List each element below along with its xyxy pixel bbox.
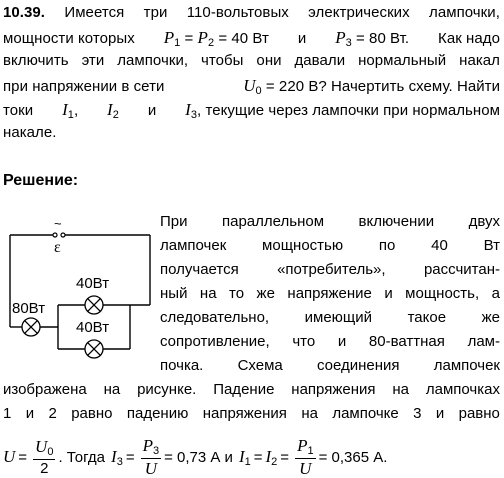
equals: = [253,448,263,466]
word: мощность, [405,285,480,302]
word: на [392,381,409,398]
word: чтобы [201,52,244,69]
sub: 1 [67,109,74,121]
word: Схема [237,357,283,374]
word: лампочки, [429,4,500,21]
current-i3 [185,100,500,121]
word: что [292,333,316,350]
word: включении [358,213,435,230]
word: 3 [413,405,422,422]
emf-label: ε [54,239,61,256]
result: = 0,73 А и [164,448,233,466]
sub: 1 [307,445,314,457]
var-i: I [238,446,245,466]
p3-eq [335,28,409,49]
problem-line-1 [3,4,500,21]
solution-heading: Решение: [3,172,79,189]
word: равно [71,405,113,422]
word: изображена [3,381,87,398]
word: получается [160,261,239,278]
denominator: 2 [40,460,49,477]
word: рисунке. [137,381,197,398]
problem-number: 10.39. [3,4,46,21]
formula-line [3,437,387,477]
p1-eq: $P_1 = P_2 = 40$ Вт [163,28,269,49]
word: имеющий [304,309,373,326]
word: и [435,405,445,422]
source-terminal-left [53,233,57,237]
problem-line-5 [3,100,500,121]
word: 110-вольтовых [186,4,289,21]
word: лам- [467,333,500,350]
var-i: I [62,100,68,119]
fraction-p1-over-u [295,437,316,477]
word: на [199,285,217,302]
text: . Тогда [58,448,106,466]
sub: 2 [271,455,278,468]
word: а [491,285,500,302]
word: нормальный [358,52,447,69]
word: они [256,52,282,69]
numerator [295,437,316,459]
problem-line-3 [3,52,500,69]
lamp-3-label: 80Вт [12,300,46,317]
var-u: U [243,76,256,95]
problem-line-2 [3,28,500,49]
i2-symbol [266,447,278,468]
word: то [229,285,245,302]
word: на [301,405,318,422]
word: 1 [3,405,12,422]
sub: 3 [190,109,198,121]
solution-line-5 [160,309,500,326]
text: Как надо [438,30,500,47]
word: и [25,405,35,422]
sub: 2 [112,109,119,121]
equals: = [125,448,135,466]
solution-line-8 [3,381,500,398]
word: Имеется [64,4,125,21]
text: мощности которых [3,30,135,47]
var-i: I [265,446,272,466]
word: же [256,285,275,302]
solution-line-7 [160,357,500,374]
sub: 1 [174,37,181,49]
current-i2 [107,100,119,121]
word: лампочке [332,405,399,422]
word: равно [458,405,500,422]
word: и [297,30,307,47]
word: лампочках [425,381,500,398]
u0-eq [243,76,500,97]
var-p: P [197,28,208,47]
var-u: U [35,437,48,456]
sub: 0 [47,446,54,458]
word: При [160,213,188,230]
var-p: P [142,436,153,455]
word: накал [459,52,500,69]
fraction-u0-over-2 [33,438,55,476]
word: 40 [431,237,448,254]
var-i: I [107,100,113,119]
word: лампочек [433,357,500,374]
word: включить [3,52,69,69]
word: ный [160,285,188,302]
word: три [143,4,168,21]
word: эти [81,52,105,69]
result: = 0,365 А. [318,448,388,466]
numerator [141,437,162,459]
word: рассчитан- [423,261,500,278]
current-i1: $I_1$, [62,100,79,121]
word: почка. [160,357,204,374]
source-terminal-right [61,233,65,237]
word: сопротивление, [160,333,270,350]
solution-line-6 [160,333,500,350]
word: напряжения [291,381,376,398]
var-u: U [3,447,16,466]
lamp-3-icon [22,318,40,336]
sub: 3 [116,455,123,468]
word: токи [3,102,34,119]
lamp-2-label: 40Вт [76,319,110,336]
fraction-p3-over-u [141,437,162,477]
word: давали [294,52,346,69]
equals: = [280,448,290,466]
word: электрических [308,4,410,21]
word: такое [407,309,447,326]
word: падению [126,405,189,422]
solution-line-2 [160,237,500,254]
word: двух [468,213,500,230]
text: = 220 В? Начертить схему. Найти [265,78,500,95]
solution-line-4 [160,285,500,302]
source-symbol: ~ [54,216,62,231]
word: напряжения [202,405,287,422]
numerator [33,438,55,460]
denominator: U [299,459,312,478]
denominator: U [144,459,157,478]
word: 2 [48,405,57,422]
word: на [103,381,121,398]
word: же [481,309,500,326]
word: Падение [213,381,275,398]
sub: 3 [345,37,352,49]
word: Вт [483,237,500,254]
word: по [378,237,396,254]
lamp-1-icon [85,296,103,314]
sub: 0 [255,85,262,97]
word: и [337,333,347,350]
var-p: P [163,28,175,47]
equals: = [18,448,28,466]
word: напряжение [287,285,372,302]
solution-line-1 [160,213,500,230]
word: следовательно, [160,309,270,326]
i3-symbol [111,447,123,468]
lamp-1-label: 40Вт [76,275,110,292]
word: лампочек [160,237,227,254]
word: и [384,285,393,302]
word: и [147,102,157,119]
word: 80-ваттная [368,333,445,350]
word: соединения [316,357,400,374]
word: «потребитель», [277,261,386,278]
sub: 2 [207,37,215,49]
text: при напряжении в сети [3,78,165,95]
text: , текущие через лампочки при нормальном [197,102,500,119]
problem-line-6: накале. [3,124,57,141]
word: параллельном [222,213,325,230]
sub: 3 [152,445,160,457]
value: = 80 Вт. [356,30,410,47]
var-p: P [297,436,308,455]
circuit-diagram [0,205,160,385]
lamp-2-icon [85,340,103,358]
solution-line-9 [3,405,500,422]
problem-line-4 [3,76,500,97]
sub: 1 [244,455,251,468]
solution-line-3 [160,261,500,278]
var-i: I [185,100,191,119]
word: мощностью [262,237,344,254]
word: лампочки, [117,52,189,69]
i1-symbol [239,447,251,468]
value: = 40 Вт [218,30,269,47]
var-p: P [335,28,346,47]
var-i: I [111,446,117,466]
